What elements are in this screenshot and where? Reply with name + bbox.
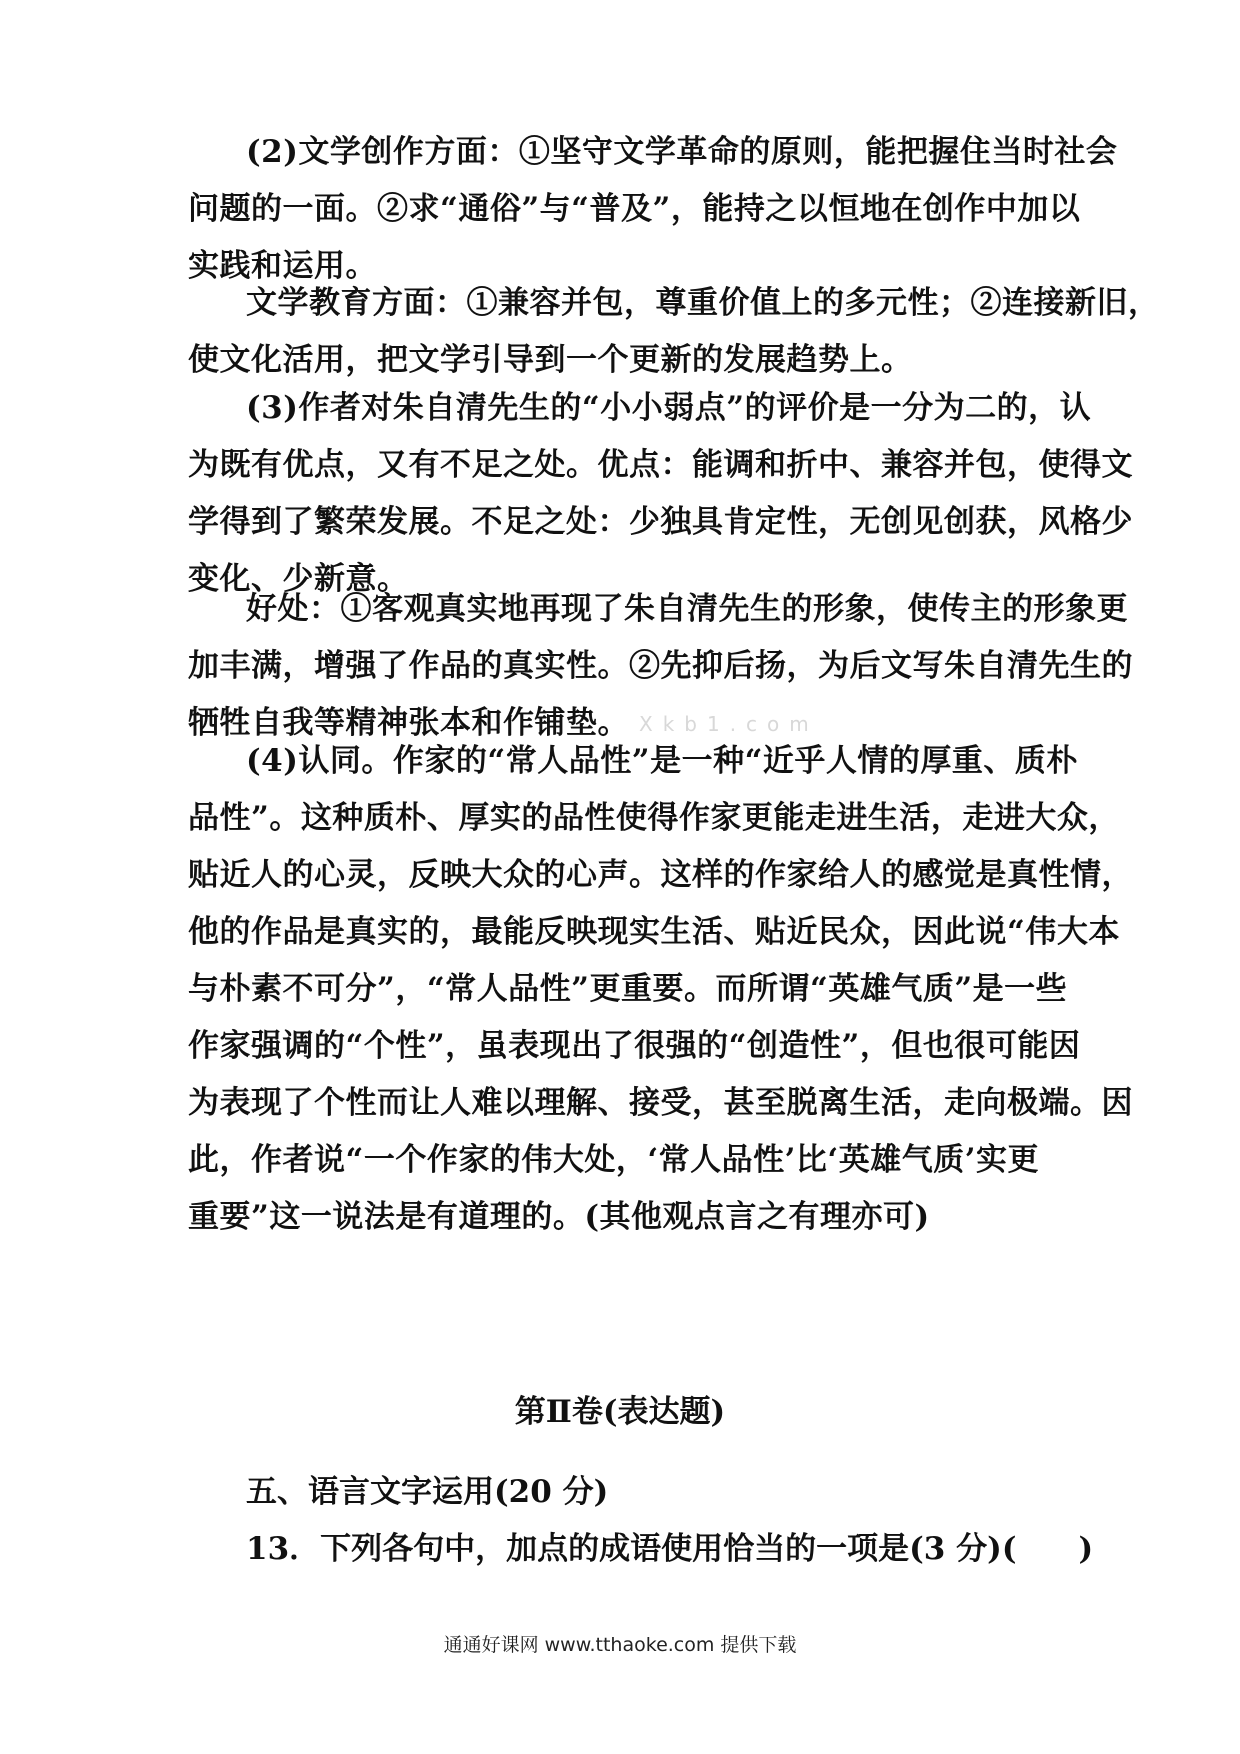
text-line: 他的作品是真实的，最能反映现实生活、贴近民众，因此说“伟大本 — [188, 914, 1120, 950]
text-line: (3)作者对朱自清先生的“小小弱点”的评价是一分为二的，认 — [246, 390, 1092, 426]
answer-paragraph-3 — [188, 380, 1133, 608]
text-line: 使文化活用，把文学引导到一个更新的发展趋势上。 — [188, 342, 913, 378]
part-heading: 五、语言文字运用(20 分) — [246, 1474, 609, 1510]
text-line: 为表现了个性而让人难以理解、接受，甚至脱离生活，走向极端。因 — [188, 1085, 1133, 1121]
text-line: 问题的一面。②求“通俗”与“普及”，能持之以恒地在创作中加以 — [188, 191, 1081, 227]
answer-paragraph-2 — [188, 124, 1118, 295]
text-line: 实践和运用。 — [188, 248, 377, 284]
question-13: 13．下列各句中，加点的成语使用恰当的一项是(3 分)( ) — [246, 1531, 1094, 1567]
answer-paragraph-education — [188, 275, 1160, 389]
text-line: 贴近人的心灵，反映大众的心声。这样的作家给人的感觉是真性情， — [188, 857, 1133, 893]
text-line: 为既有优点，又有不足之处。优点：能调和折中、兼容并包，使得文 — [188, 447, 1133, 483]
watermark: Xkb1.com — [639, 712, 819, 736]
text-line: 作家强调的“个性”，虽表现出了很强的“创造性”，但也很可能因 — [188, 1028, 1081, 1064]
text-line: 重要”这一说法是有道理的。(其他观点言之有理亦可) — [188, 1199, 930, 1235]
text-line: 加丰满，增强了作品的真实性。②先抑后扬，为后文写朱自清先生的 — [188, 648, 1133, 684]
text-line: 此，作者说“一个作家的伟大处，‘常人品性’比‘英雄气质’实更 — [188, 1142, 1039, 1178]
text-line: 与朴素不可分”，“常人品性”更重要。而所谓“英雄气质”是一些 — [188, 971, 1068, 1007]
text-line: (2)文学创作方面：①坚守文学革命的原则，能把握住当时社会 — [246, 134, 1118, 170]
text-line: 学得到了繁荣发展。不足之处：少独具肯定性，无创见创获，风格少 — [188, 504, 1133, 540]
answer-paragraph-benefit — [188, 581, 1133, 752]
text-line-content: 牺牲自我等精神张本和作铺垫。 — [188, 705, 629, 741]
text-line: 变化、少新意。 — [188, 561, 409, 597]
text-line: 品性”。这种质朴、厚实的品性使得作家更能走进生活，走进大众， — [188, 800, 1120, 836]
footer-source-note: 通通好课网 www.tthaoke.com 提供下载 — [443, 1634, 797, 1656]
section-title: 第Ⅱ卷(表达题) — [514, 1394, 726, 1430]
answer-paragraph-4 — [188, 733, 1133, 1246]
text-line: 好处：①客观真实地再现了朱自清先生的形象，使传主的形象更 — [246, 591, 1128, 627]
text-line: 文学教育方面：①兼容并包，尊重价值上的多元性；②连接新旧， — [246, 285, 1160, 321]
text-line: (4)认同。作家的“常人品性”是一种“近乎人情的厚重、质朴 — [246, 743, 1078, 779]
